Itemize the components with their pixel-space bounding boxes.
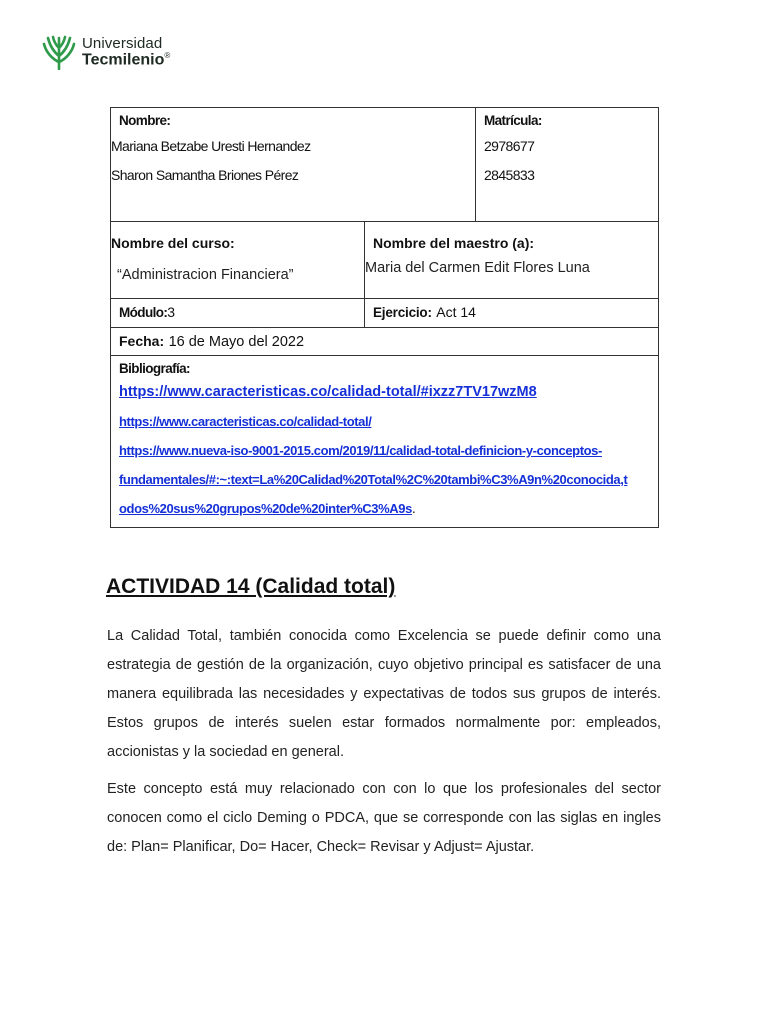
matricula-1: 2978677 xyxy=(484,138,535,154)
bibliografia-label: Bibliografía: xyxy=(119,361,190,376)
modulo-value: 3 xyxy=(167,304,175,320)
bibliography-link-1[interactable]: https://www.caracteristicas.co/calidad-total/#ixzz7TV17wzM8 xyxy=(119,384,537,400)
fecha-value: 16 de Mayo del 2022 xyxy=(168,334,305,350)
maestro-value: Maria del Carmen Edit Flores Luna xyxy=(365,260,590,276)
matricula-label: Matrícula: xyxy=(484,113,542,128)
maestro-label: Nombre del maestro (a): xyxy=(373,235,535,251)
bibliography-link-2[interactable]: https://www.caracteristicas.co/calidad-total/ xyxy=(119,414,372,429)
matricula-2: 2845833 xyxy=(484,167,535,183)
university-logo xyxy=(42,34,170,70)
student-info-table xyxy=(110,107,659,528)
modulo-label: Módulo: xyxy=(119,305,168,320)
activity-title: ACTIVIDAD 14 (Calidad total) xyxy=(106,575,396,598)
maestro-cell xyxy=(365,222,659,299)
ejercicio-label: Ejercicio: xyxy=(373,305,432,320)
curso-cell xyxy=(111,222,365,299)
fecha-label: Fecha: xyxy=(119,333,165,349)
bibliography-link-3-end[interactable]: odos%20sus%20grupos%20de%20inter%C3%A9s xyxy=(119,501,412,516)
curso-value: “Administracion Financiera” xyxy=(117,267,294,283)
bibliography-link-3[interactable]: https://www.nueva-iso-9001-2015.com/2019/11/calidad-total-definicion-y-conceptos- xyxy=(119,443,602,458)
fecha-cell xyxy=(111,328,659,356)
tecmilenio-leaf-icon xyxy=(42,34,76,70)
modulo-cell xyxy=(111,299,365,328)
ejercicio-value: Act 14 xyxy=(436,304,476,320)
student-name-2: Sharon Samantha Briones Pérez xyxy=(111,167,299,183)
student-name-1: Mariana Betzabe Uresti Hernandez xyxy=(111,138,311,154)
matricula-cell xyxy=(476,108,659,222)
bibliography-link-3-cont[interactable]: fundamentales/#:~:text=La%20Calidad%20Total%2C%20tambi%C3%A9n%20conocida,t xyxy=(119,472,628,487)
ejercicio-cell xyxy=(365,299,659,328)
nombre-label: Nombre: xyxy=(119,113,171,128)
registered-mark: ® xyxy=(164,50,171,60)
curso-label: Nombre del curso: xyxy=(111,235,235,251)
activity-paragraph-2: Este concepto está muy relacionado con con lo que los profesionales del sector conocen como el ciclo Deming o PDCA, que se corresponde con las siglas en ingles de: Plan= Planificar, Do= Hacer, Check= Revisar y Adjust= Ajustar. xyxy=(107,781,661,855)
activity-paragraph-1: La Calidad Total, también conocida como Excelencia se puede definir como una estrategia de gestión de la organización, cuyo objetivo principal es satisfacer de una manera equilibrada las necesidades y expectativas de todos sus grupos de interés. Estos grupos de interés suelen estar formados normalmente por: empleados, accionistas y la sociedad en general. xyxy=(107,628,661,760)
bibliography-links xyxy=(119,378,658,523)
logo-line-2: Tecmilenio xyxy=(82,51,165,69)
bibliografia-cell xyxy=(111,356,659,528)
nombre-cell xyxy=(111,108,476,222)
logo-line-1: Universidad xyxy=(82,34,163,52)
bibliography-trailing-period: . xyxy=(411,500,416,516)
